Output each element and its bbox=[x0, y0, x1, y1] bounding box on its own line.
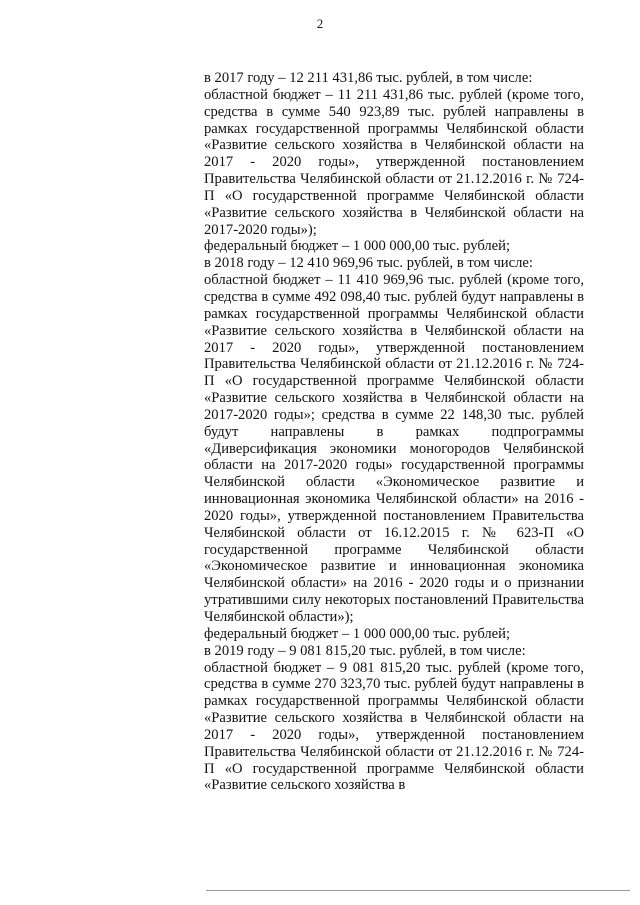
paragraph-2017-regional: областной бюджет – 11 211 431,86 тыс. рублей (кроме того, средства в сумме 540 923,89 тыс. рублей направлены в рамках государственной программы Челябинской области «Развитие сельского хозяйства в Челябинской области на 2017 - 2020 годы», утвержденной постановлением Правительства Челябинской области от 21.12.2016 г. № 724-П «О государственной программе Челябинской области «Развитие сельского хозяйства в Челябинской области на 2017-2020 годы»); bbox=[204, 86, 584, 238]
paragraph-2017-total: в 2017 году – 12 211 431,86 тыс. рублей, в том числе: bbox=[204, 70, 533, 86]
paragraph-2018-total: в 2018 году – 12 410 969,96 тыс. рублей, в том числе: bbox=[204, 255, 533, 272]
paragraph-2018-regional: областной бюджет – 11 410 969,96 тыс. рублей (кроме того, средства в сумме 492 098,40 тыс. рублей будут направлены в рамках государственной программы Челябинской области «Развитие сельского хозяйства в Челябинской области на 2017 - 2020 годы», утвержденной постановлением Правительства Челябинской области от 21.12.2016 г. № 724-П «О государственной программе Челябинской области «Развитие сельского хозяйства в Челябинской области на 2017-2020 годы»; средства в сумме 22 148,30 тыс. рублей будут направлены в рамках подпрограммы «Диверсификация экономики моногородов Челябинской области на 2017-2020 годы» государственной программы Челябинской области «Экономическое развитие и инновационная экономика Челябинской области» на 2016 - 2020 годы», утвержденной постановлением Правительства Челябинской области от 16.12.2015 г. № 623-П «О государственной программе Челябинской области «Экономическое развитие и инновационная экономика Челябинской области» на 2016 - 2020 годы и о признании утратившими силу некоторых постановлений Правительства Челябинской области»); bbox=[204, 272, 584, 625]
paragraph-2019-regional: областной бюджет – 9 081 815,20 тыс. рублей (кроме того, средства в сумме 270 323,70 тыс. рублей будут направлены в рамках государственной программы Челябинской области «Развитие сельского хозяйства в Челябинской области на 2017 - 2020 годы», утвержденной постановлением Правительства Челябинской области от 21.12.2016 г. № 724-П «О государственной программе Челябинской области «Развитие сельского хозяйства в bbox=[204, 659, 584, 794]
page-number: 2 bbox=[316, 16, 324, 31]
document-body bbox=[204, 70, 584, 794]
paragraph-2017-federal: федеральный бюджет – 1 000 000,00 тыс. рублей; bbox=[204, 238, 511, 255]
paragraph-2018-federal: федеральный бюджет – 1 000 000,00 тыс. рублей; bbox=[204, 625, 511, 642]
paragraph-2019-total: в 2019 году – 9 081 815,20 тыс. рублей, в том числе: bbox=[204, 642, 526, 659]
bottom-divider bbox=[206, 890, 630, 891]
